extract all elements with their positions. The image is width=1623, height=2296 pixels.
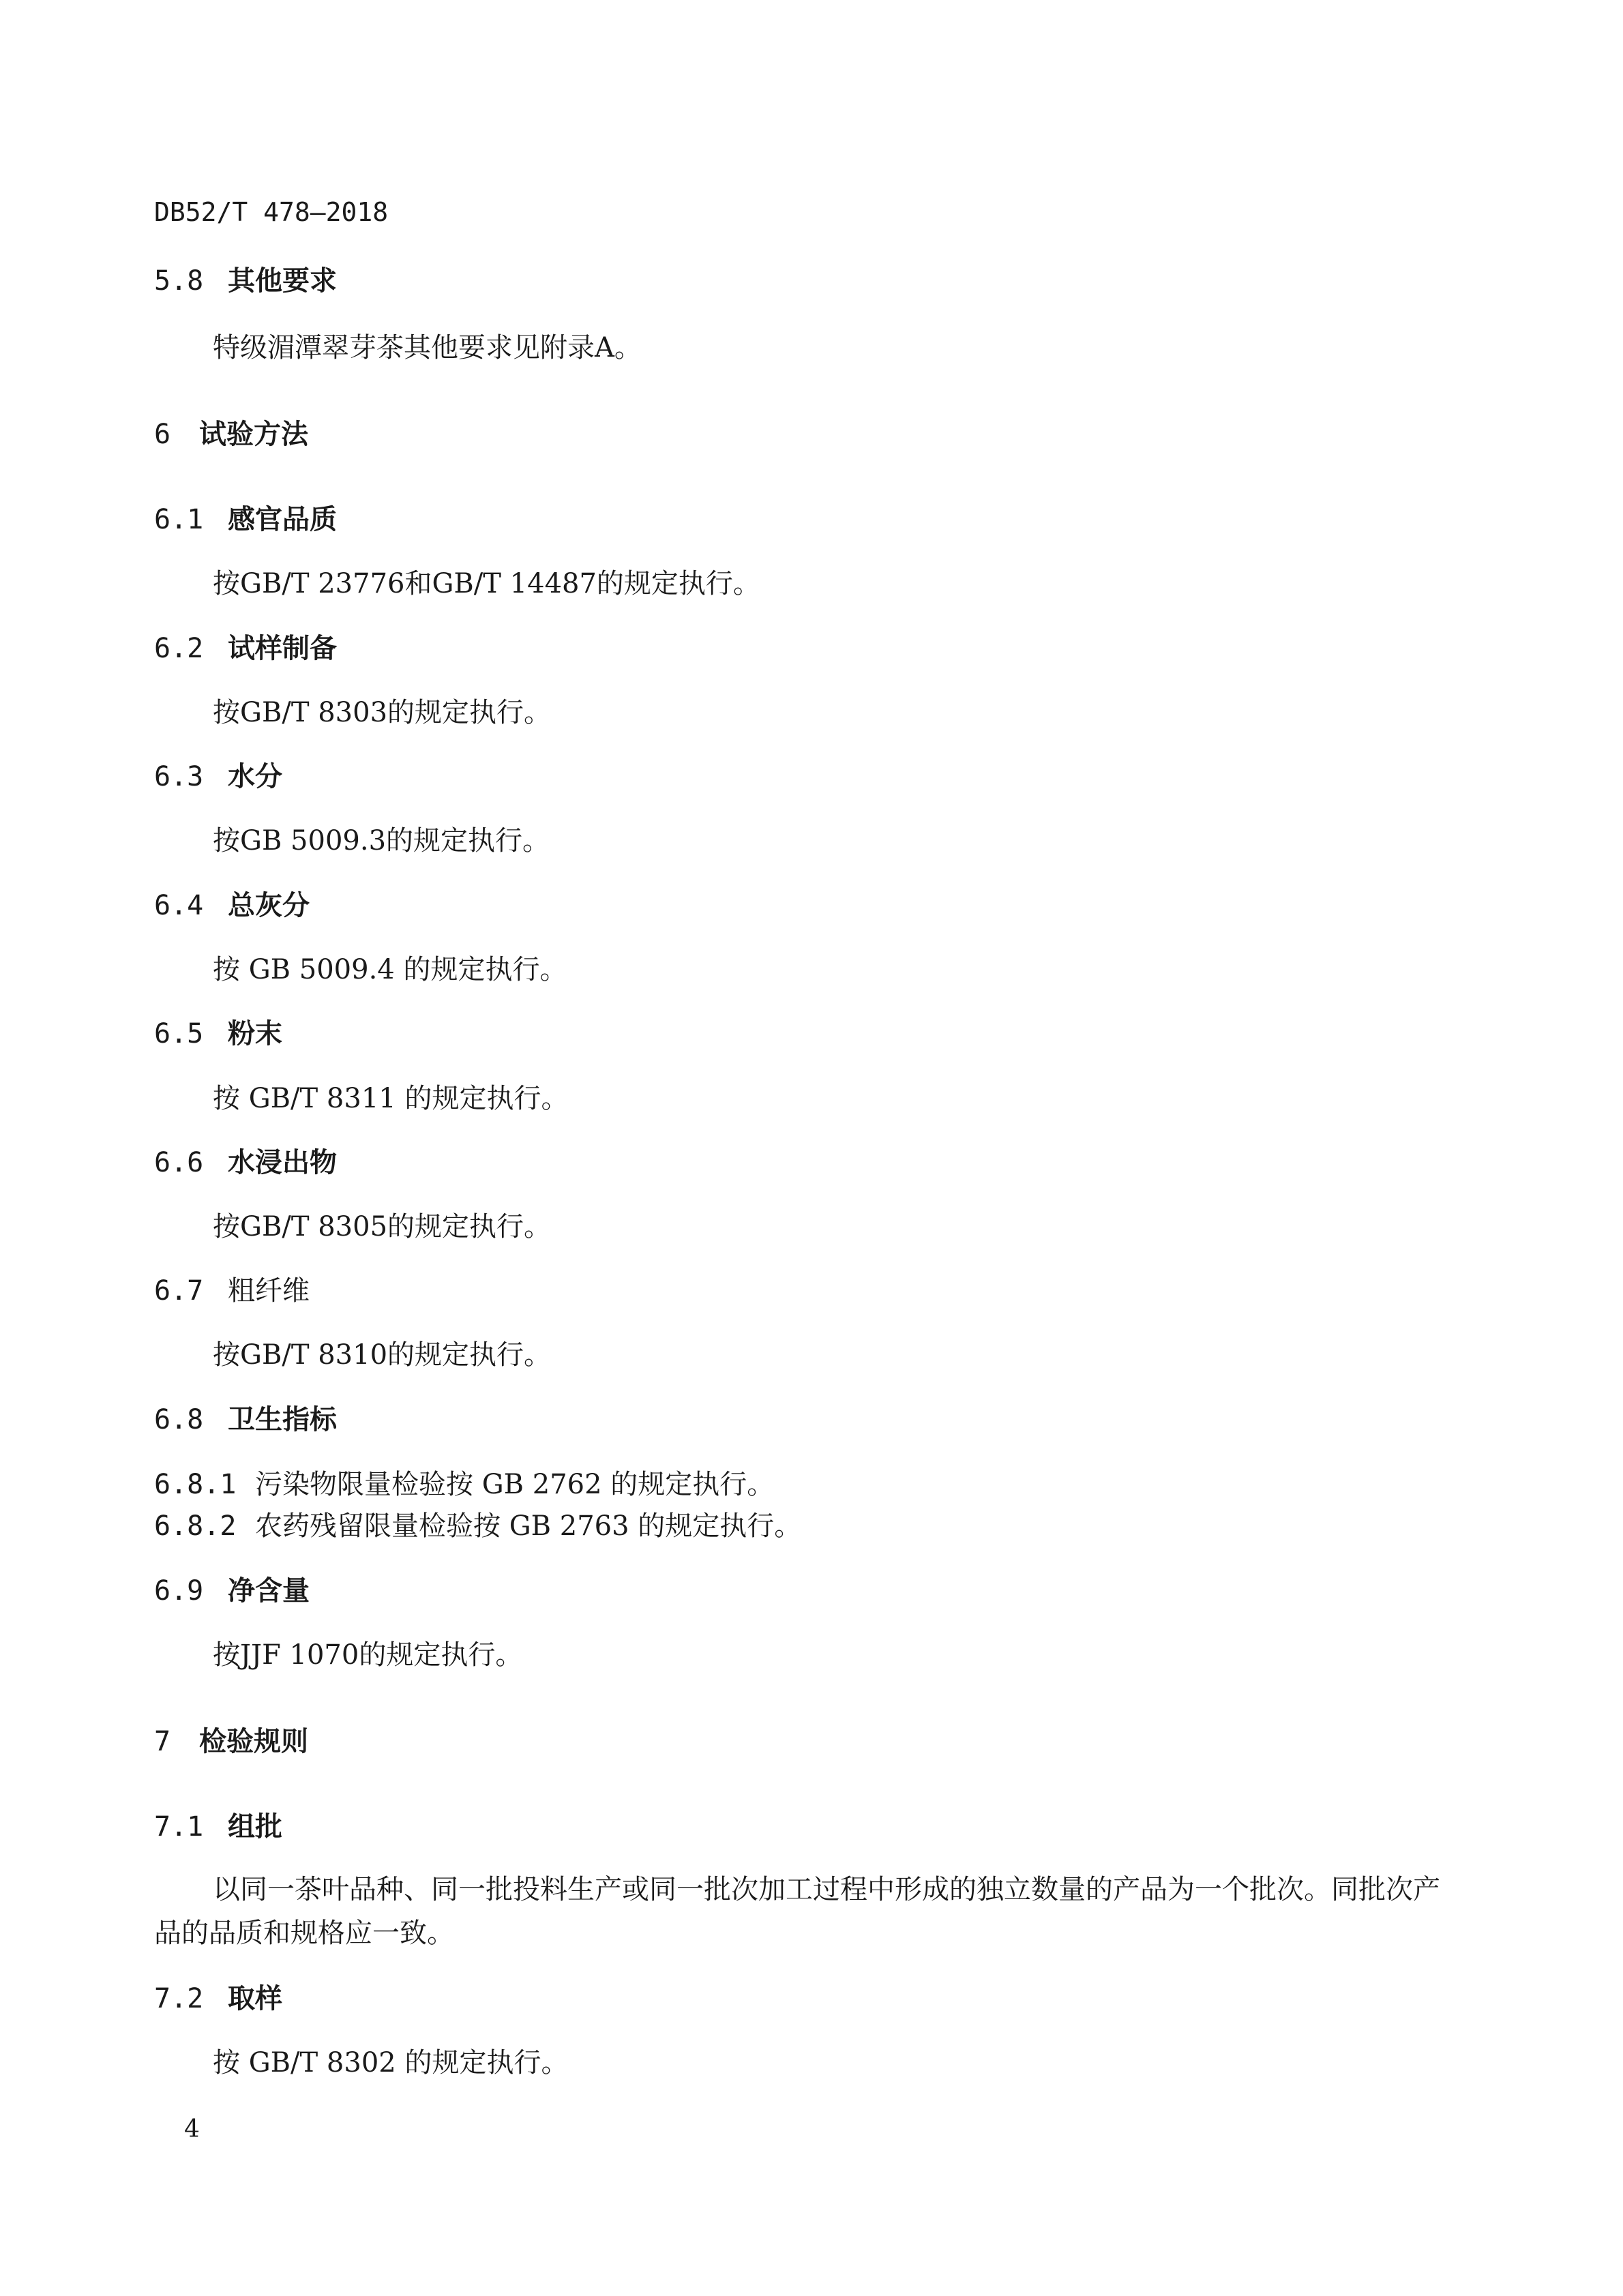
section-body: 按GB 5009.3的规定执行。 xyxy=(213,825,550,856)
section-title: 其他要求 xyxy=(228,265,337,297)
section-number: 6.3 xyxy=(154,761,204,792)
clause-text: 农药残留限量检验按 GB 2763 的规定执行。 xyxy=(255,1510,802,1542)
section-body: 按 GB/T 8311 的规定执行。 xyxy=(213,1083,569,1114)
section-body: 按GB/T 23776和GB/T 14487的规定执行。 xyxy=(213,568,760,599)
section-title: 取样 xyxy=(228,1983,282,2014)
section-title: 组批 xyxy=(228,1811,282,1843)
section-number: 6.5 xyxy=(154,1018,204,1049)
section-number: 6.1 xyxy=(154,504,204,535)
section-number: 6.9 xyxy=(154,1575,204,1607)
section-body: 按 GB/T 8302 的规定执行。 xyxy=(213,2047,569,2078)
section-body: 特级湄潭翠芽茶其他要求见附录A。 xyxy=(213,332,642,363)
clause-number: 6.8.2 xyxy=(154,1510,237,1542)
section-title: 试样制备 xyxy=(228,633,337,664)
section-number: 6.2 xyxy=(154,633,204,664)
chapter-title: 检验规则 xyxy=(199,1726,308,1757)
section-number: 6.6 xyxy=(154,1147,204,1178)
section-number: 6.7 xyxy=(154,1275,204,1307)
section-number: 7.2 xyxy=(154,1983,204,2014)
document-id: DB52/T 478—2018 xyxy=(154,197,389,227)
section-body: 按GB/T 8305的规定执行。 xyxy=(213,1211,552,1242)
section-number: 6.4 xyxy=(154,890,204,921)
chapter-number: 6 xyxy=(154,419,171,450)
section-body: 按 GB 5009.4 的规定执行。 xyxy=(213,954,567,985)
section-body: 按GB/T 8303的规定执行。 xyxy=(213,697,552,728)
section-number: 6.8 xyxy=(154,1404,204,1435)
section-title: 净含量 xyxy=(228,1575,310,1607)
section-number: 5.8 xyxy=(154,265,204,297)
clause-number: 6.8.1 xyxy=(154,1469,237,1500)
section-title: 感官品质 xyxy=(228,504,337,535)
section-title: 水分 xyxy=(228,761,282,792)
page-number: 4 xyxy=(184,2115,200,2143)
section-title: 总灰分 xyxy=(228,890,310,921)
chapter-number: 7 xyxy=(154,1726,171,1757)
section-body: 按JJF 1070的规定执行。 xyxy=(213,1639,523,1671)
section-title: 粉末 xyxy=(228,1018,282,1049)
section-body: 以同一茶叶品种、同一批投料生产或同一批次加工过程中形成的独立数量的产品为一个批次。同批次产品的品质和规格应一致。 xyxy=(154,1874,1440,1949)
section-title: 水浸出物 xyxy=(228,1147,337,1178)
chapter-title: 试验方法 xyxy=(199,419,308,450)
section-title: 卫生指标 xyxy=(228,1404,337,1435)
section-number: 7.1 xyxy=(154,1811,204,1843)
section-title: 粗纤维 xyxy=(228,1275,310,1307)
section-body: 按GB/T 8310的规定执行。 xyxy=(213,1339,552,1371)
clause-text: 污染物限量检验按 GB 2762 的规定执行。 xyxy=(255,1469,775,1500)
